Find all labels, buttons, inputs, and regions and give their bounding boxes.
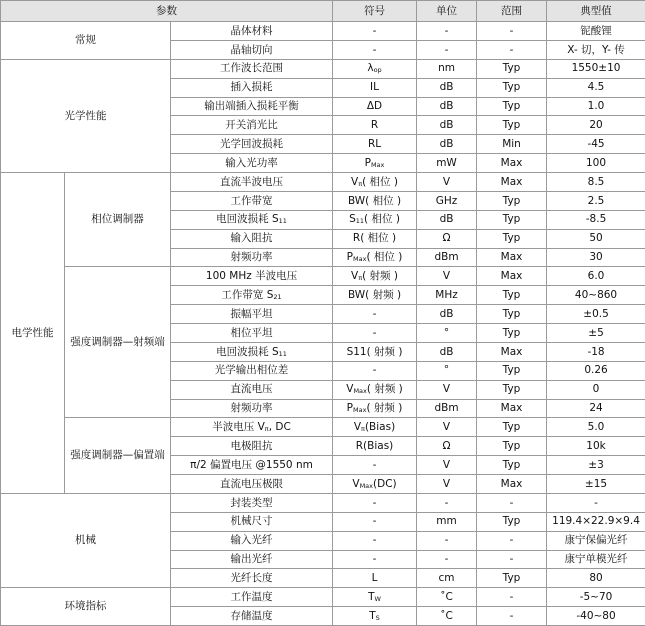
cell-unit: -: [417, 493, 477, 512]
cell-range: -: [477, 22, 547, 41]
cell-typical: -8.5: [547, 210, 645, 229]
spec-body: [1, 22, 645, 626]
cell-typical: 24: [547, 399, 645, 418]
cell-range: Typ: [477, 191, 547, 210]
table-row: [1, 267, 645, 286]
cell-unit: V: [417, 173, 477, 192]
cell-range: Typ: [477, 418, 547, 437]
cell-param: 晶体材料: [171, 22, 333, 41]
cell-unit: dB: [417, 210, 477, 229]
cell-param: 工作波长范围: [171, 59, 333, 78]
cell-typical: X- 切，Y- 传: [547, 40, 645, 59]
cell-symbol: $V_\pi$( 相位 ): [333, 173, 417, 192]
cell-typical: 6.0: [547, 267, 645, 286]
cell-range: Max: [477, 475, 547, 494]
cell-symbol: -: [333, 512, 417, 531]
cell-unit: mW: [417, 154, 477, 173]
cell-unit: dB: [417, 78, 477, 97]
cell-param: 工作带宽: [171, 191, 333, 210]
subgroup-label-intensity_bias: 强度调制器—偏置端: [65, 418, 171, 494]
cell-symbol: $T_S$: [333, 607, 417, 626]
cell-typical: 康宁单模光纤: [547, 550, 645, 569]
header-param: 参数: [1, 1, 333, 22]
cell-typical: 1550±10: [547, 59, 645, 78]
cell-typical: 10k: [547, 437, 645, 456]
cell-param: 振幅平坦: [171, 305, 333, 324]
cell-unit: dBm: [417, 399, 477, 418]
cell-symbol: BW( 射频 ): [333, 286, 417, 305]
cell-symbol: -: [333, 493, 417, 512]
cell-symbol: -: [333, 456, 417, 475]
cell-param: 光学输出相位差: [171, 361, 333, 380]
cell-typical: 119.4×22.9×9.4: [547, 512, 645, 531]
cell-typical: 30: [547, 248, 645, 267]
cell-range: -: [477, 493, 547, 512]
cell-range: Typ: [477, 59, 547, 78]
cell-range: Max: [477, 248, 547, 267]
group-label-electrical: 电学性能: [1, 173, 65, 494]
cell-symbol: $V_\pi(Bias)$: [333, 418, 417, 437]
cell-typical: 4.5: [547, 78, 645, 97]
cell-param: 电回波损耗 $S_{11}$: [171, 210, 333, 229]
cell-unit: V: [417, 380, 477, 399]
cell-unit: GHz: [417, 191, 477, 210]
cell-symbol: $\lambda_{op}$: [333, 59, 417, 78]
header-typical: 典型值: [547, 1, 645, 22]
cell-param: 开关消光比: [171, 116, 333, 135]
cell-unit: dB: [417, 135, 477, 154]
cell-typical: 80: [547, 569, 645, 588]
cell-typical: 0.26: [547, 361, 645, 380]
cell-typical: ±15: [547, 475, 645, 494]
cell-unit: dB: [417, 305, 477, 324]
cell-param: 相位平坦: [171, 324, 333, 343]
cell-range: Typ: [477, 229, 547, 248]
cell-unit: -: [417, 550, 477, 569]
cell-range: Typ: [477, 380, 547, 399]
cell-unit: -: [417, 22, 477, 41]
cell-typical: 8.5: [547, 173, 645, 192]
cell-symbol: $P_{Max}$( 射频 ): [333, 399, 417, 418]
cell-range: Typ: [477, 78, 547, 97]
cell-range: Typ: [477, 456, 547, 475]
header-unit: 单位: [417, 1, 477, 22]
cell-range: Typ: [477, 305, 547, 324]
cell-range: Typ: [477, 324, 547, 343]
cell-param: 输入光功率: [171, 154, 333, 173]
cell-range: -: [477, 550, 547, 569]
cell-param: 光学回波损耗: [171, 135, 333, 154]
cell-typical: -: [547, 493, 645, 512]
group-label-optical: 光学性能: [1, 59, 171, 172]
cell-typical: -45: [547, 135, 645, 154]
subgroup-label-intensity_rf: 强度调制器—射频端: [65, 267, 171, 418]
cell-unit: mm: [417, 512, 477, 531]
cell-range: Max: [477, 399, 547, 418]
cell-symbol: $S_{11}$( 相位 ): [333, 210, 417, 229]
cell-param: 直流电压极限: [171, 475, 333, 494]
cell-param: 工作带宽 $S_{21}$: [171, 286, 333, 305]
table-row: [1, 493, 645, 512]
cell-symbol: $P_{Max}$: [333, 154, 417, 173]
table-row: [1, 59, 645, 78]
cell-typical: 5.0: [547, 418, 645, 437]
header-row: [1, 1, 645, 22]
cell-range: Typ: [477, 116, 547, 135]
cell-param: 机械尺寸: [171, 512, 333, 531]
cell-unit: ˚C: [417, 607, 477, 626]
cell-unit: dB: [417, 342, 477, 361]
cell-symbol: -: [333, 40, 417, 59]
cell-range: Typ: [477, 286, 547, 305]
cell-param: 晶轴切向: [171, 40, 333, 59]
cell-range: -: [477, 40, 547, 59]
table-row: [1, 173, 645, 192]
cell-symbol: $P_{Max}$( 相位 ): [333, 248, 417, 267]
cell-range: Typ: [477, 97, 547, 116]
cell-range: -: [477, 531, 547, 550]
cell-range: Min: [477, 135, 547, 154]
cell-symbol: -: [333, 305, 417, 324]
cell-param: 插入损耗: [171, 78, 333, 97]
cell-symbol: -: [333, 324, 417, 343]
cell-symbol: $V_{Max}$( 射频 ): [333, 380, 417, 399]
cell-range: Typ: [477, 569, 547, 588]
cell-symbol: R( 相位 ): [333, 229, 417, 248]
cell-range: Max: [477, 154, 547, 173]
cell-symbol: -: [333, 22, 417, 41]
cell-typical: 40~860: [547, 286, 645, 305]
cell-unit: °: [417, 324, 477, 343]
cell-param: 射频功率: [171, 248, 333, 267]
table-row: [1, 418, 645, 437]
cell-unit: cm: [417, 569, 477, 588]
group-label-general: 常规: [1, 22, 171, 60]
cell-param: 输入光纤: [171, 531, 333, 550]
cell-unit: Ω: [417, 229, 477, 248]
cell-range: Typ: [477, 437, 547, 456]
cell-symbol: IL: [333, 78, 417, 97]
cell-unit: V: [417, 267, 477, 286]
cell-param: π/2 偏置电压 @1550 nm: [171, 456, 333, 475]
cell-unit: MHz: [417, 286, 477, 305]
header-range: 范围: [477, 1, 547, 22]
cell-symbol: $V_\pi$( 射频 ): [333, 267, 417, 286]
cell-symbol: -: [333, 361, 417, 380]
cell-symbol: $V_{Max}(DC)$: [333, 475, 417, 494]
cell-typical: 0: [547, 380, 645, 399]
cell-typical: 50: [547, 229, 645, 248]
cell-typical: 2.5: [547, 191, 645, 210]
cell-symbol: R(Bias): [333, 437, 417, 456]
cell-range: Max: [477, 267, 547, 286]
cell-range: -: [477, 588, 547, 607]
cell-range: Typ: [477, 210, 547, 229]
cell-unit: V: [417, 456, 477, 475]
cell-param: 封装类型: [171, 493, 333, 512]
cell-typical: 铌酸锂: [547, 22, 645, 41]
cell-symbol: R: [333, 116, 417, 135]
cell-symbol: S11( 射频 ): [333, 342, 417, 361]
cell-param: 电回波损耗 $S_{11}$: [171, 342, 333, 361]
cell-unit: dB: [417, 116, 477, 135]
cell-typical: 20: [547, 116, 645, 135]
subgroup-label-phase_modulator: 相位调制器: [65, 173, 171, 267]
cell-unit: -: [417, 40, 477, 59]
cell-typical: ±5: [547, 324, 645, 343]
group-label-environment: 环境指标: [1, 588, 171, 626]
cell-param: 直流半波电压: [171, 173, 333, 192]
cell-typical: 康宁保偏光纤: [547, 531, 645, 550]
cell-typical: -40~80: [547, 607, 645, 626]
cell-typical: ±0.5: [547, 305, 645, 324]
cell-unit: -: [417, 531, 477, 550]
cell-param: 直流电压: [171, 380, 333, 399]
cell-range: Typ: [477, 361, 547, 380]
cell-typical: 100: [547, 154, 645, 173]
cell-symbol: L: [333, 569, 417, 588]
cell-range: Max: [477, 342, 547, 361]
cell-unit: °: [417, 361, 477, 380]
cell-unit: V: [417, 418, 477, 437]
cell-param: 输出端插入损耗平衡: [171, 97, 333, 116]
cell-param: 电极阻抗: [171, 437, 333, 456]
cell-param: 光纤长度: [171, 569, 333, 588]
cell-unit: Ω: [417, 437, 477, 456]
cell-param: 输出光纤: [171, 550, 333, 569]
cell-param: 输入阻抗: [171, 229, 333, 248]
cell-symbol: -: [333, 531, 417, 550]
cell-typical: 1.0: [547, 97, 645, 116]
cell-param: 存储温度: [171, 607, 333, 626]
table-row: [1, 588, 645, 607]
cell-range: Typ: [477, 512, 547, 531]
cell-symbol: BW( 相位 ): [333, 191, 417, 210]
cell-param: 射频功率: [171, 399, 333, 418]
cell-symbol: RL: [333, 135, 417, 154]
header-symbol: 符号: [333, 1, 417, 22]
cell-symbol: $T_W$: [333, 588, 417, 607]
group-label-mechanical: 机械: [1, 493, 171, 587]
cell-symbol: -: [333, 550, 417, 569]
cell-param: 工作温度: [171, 588, 333, 607]
cell-unit: dB: [417, 97, 477, 116]
cell-range: Max: [477, 173, 547, 192]
cell-unit: dBm: [417, 248, 477, 267]
cell-typical: ±3: [547, 456, 645, 475]
cell-typical: -5~70: [547, 588, 645, 607]
table-row: [1, 22, 645, 41]
cell-param: 半波电压 $V_\pi$, DC: [171, 418, 333, 437]
cell-unit: V: [417, 475, 477, 494]
cell-param: 100 MHz 半波电压: [171, 267, 333, 286]
cell-unit: ˚C: [417, 588, 477, 607]
cell-range: -: [477, 607, 547, 626]
cell-typical: -18: [547, 342, 645, 361]
cell-symbol: ΔD: [333, 97, 417, 116]
cell-unit: nm: [417, 59, 477, 78]
